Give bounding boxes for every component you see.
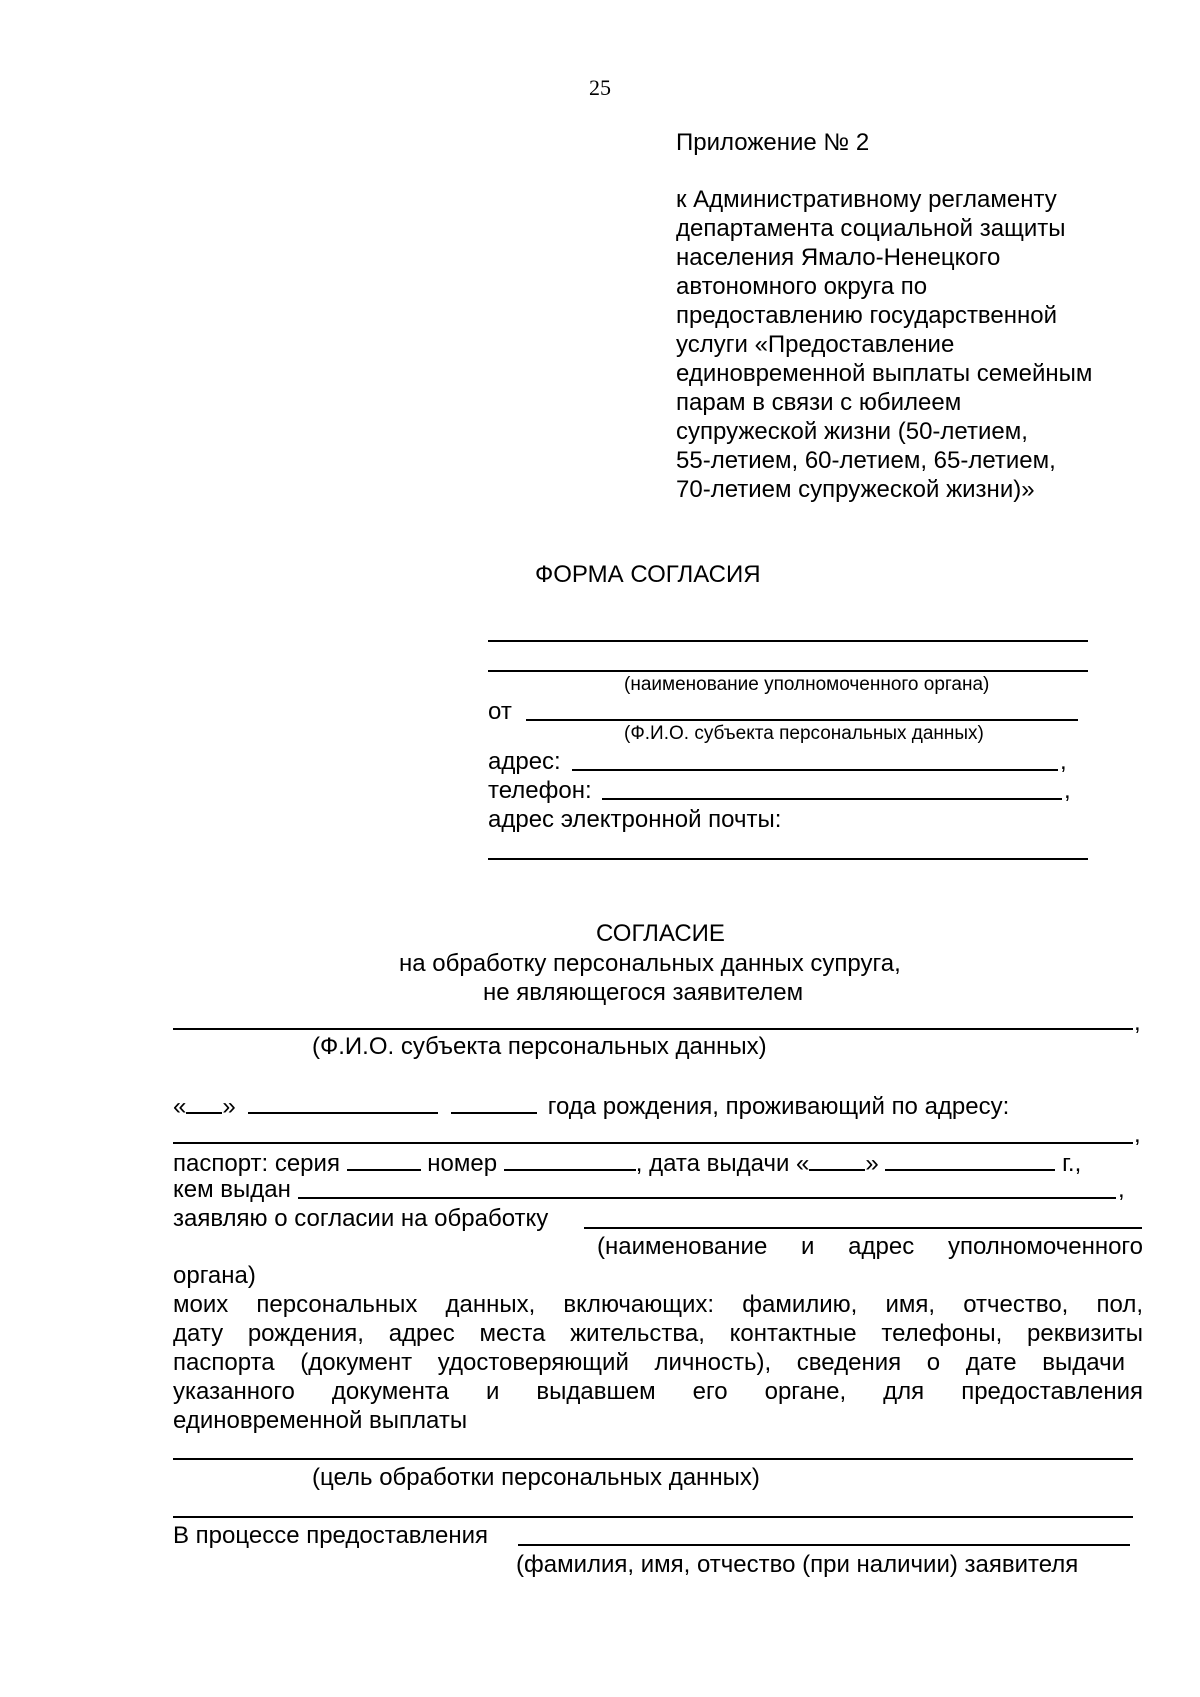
declare-org-caption-end: органа) [173, 1262, 256, 1289]
passport-number-field[interactable] [504, 1147, 636, 1171]
passport-row [173, 1147, 1133, 1178]
birth-text: года рождения, проживающий по адресу: [547, 1093, 1010, 1120]
declare-org-caption: (наименование и адрес уполномоченного [597, 1233, 1143, 1260]
purpose-field[interactable] [173, 1458, 1133, 1460]
issue-month-year-field[interactable] [885, 1147, 1055, 1171]
consent-fio-field[interactable] [173, 1028, 1133, 1030]
appendix-line: к Административному регламенту [676, 186, 1057, 213]
issued-by-field[interactable] [298, 1197, 1116, 1199]
appendix-line: автономного округа по [676, 273, 928, 300]
org-line-1[interactable] [488, 640, 1088, 642]
address-label: адрес: [488, 748, 561, 775]
issue-date-label: , дата выдачи « [635, 1150, 810, 1177]
declare-label: заявляю о согласии на обработку [173, 1205, 549, 1232]
declare-org-field[interactable] [584, 1227, 1142, 1229]
form-title: ФОРМА СОГЛАСИЯ [535, 561, 761, 588]
passport-number-label: номер [427, 1150, 498, 1177]
issue-date-close: » [865, 1150, 879, 1177]
appendix-line: услуги «Предоставление [676, 331, 955, 358]
phone-label: телефон: [488, 777, 592, 804]
address-comma: , [1060, 748, 1067, 775]
email-label: адрес электронной почты: [488, 806, 782, 833]
consent-subtitle-1: на обработку персональных данных супруга, [399, 950, 901, 977]
appendix-line: 70-летием супружеской жизни)» [676, 476, 1035, 503]
year-suffix: г., [1062, 1150, 1082, 1177]
consent-subtitle-2: не являющегося заявителем [483, 979, 804, 1006]
passport-series-label: паспорт: серия [173, 1150, 340, 1177]
purpose-caption: (цель обработки персональных данных) [312, 1464, 760, 1491]
purpose-field-2[interactable] [173, 1516, 1133, 1518]
from-fio-field[interactable] [526, 719, 1078, 721]
appendix-line: 55-летием, 60-летием, 65-летием, [676, 447, 1056, 474]
page-number: 25 [589, 75, 611, 100]
appendix-line: населения Ямало-Ненецкого [676, 244, 1001, 271]
appendix-title: Приложение № 2 [676, 129, 870, 156]
consent-fio-caption: (Ф.И.О. субъекта персональных данных) [312, 1033, 767, 1060]
consent-title: СОГЛАСИЕ [596, 920, 725, 947]
appendix-line: департамента социальной защиты [676, 215, 1066, 242]
fio-caption: (Ф.И.О. субъекта персональных данных) [624, 723, 984, 744]
issued-by-comma: , [1118, 1176, 1125, 1203]
appendix-line: предоставлению государственной [676, 302, 1058, 329]
process-label: В процессе предоставления [173, 1522, 488, 1549]
consent-body [173, 1290, 1143, 1435]
appendix-line: супружеской жизни (50-летием, [676, 418, 1028, 445]
email-field[interactable] [488, 858, 1088, 860]
phone-comma: , [1064, 777, 1071, 804]
fio-line-comma: , [1134, 1009, 1141, 1036]
birth-day-field[interactable] [186, 1090, 222, 1114]
appendix-line: парам в связи с юбилеем [676, 389, 962, 416]
applicant-caption: (фамилия, имя, отчество (при наличии) заявителя [516, 1551, 1079, 1578]
passport-series-field[interactable] [347, 1147, 421, 1171]
phone-field[interactable] [602, 798, 1062, 800]
birth-open-quote: « [173, 1093, 187, 1120]
body-line: моих персональных данных, включающих: фамилию, имя, отчество, пол, [173, 1291, 1143, 1318]
body-line: указанного документа и выдавшем его органе, для предоставления [173, 1378, 1143, 1405]
from-label: от [488, 698, 512, 725]
birth-close-quote: » [222, 1093, 236, 1120]
appendix-line: единовременной выплаты семейным [676, 360, 1093, 387]
issue-day-field[interactable] [809, 1147, 865, 1171]
issued-by-label: кем выдан [173, 1176, 291, 1203]
birth-year-field[interactable] [451, 1090, 537, 1114]
appendix-text [676, 185, 1196, 504]
birth-date-row [173, 1090, 1009, 1121]
birth-month-field[interactable] [248, 1090, 438, 1114]
org-line-2[interactable] [488, 670, 1088, 672]
body-last-line: единовременной выплаты [173, 1407, 468, 1434]
applicant-field[interactable] [518, 1544, 1130, 1546]
residence-address-field[interactable] [173, 1142, 1133, 1144]
body-line: паспорта (документ удостоверяющий личность), сведения о дате выдачи [173, 1349, 1125, 1376]
residence-comma: , [1134, 1121, 1141, 1148]
address-field[interactable] [572, 769, 1058, 771]
body-line: дату рождения, адрес места жительства, контактные телефоны, реквизиты [173, 1320, 1143, 1347]
org-caption: (наименование уполномоченного органа) [624, 674, 990, 695]
